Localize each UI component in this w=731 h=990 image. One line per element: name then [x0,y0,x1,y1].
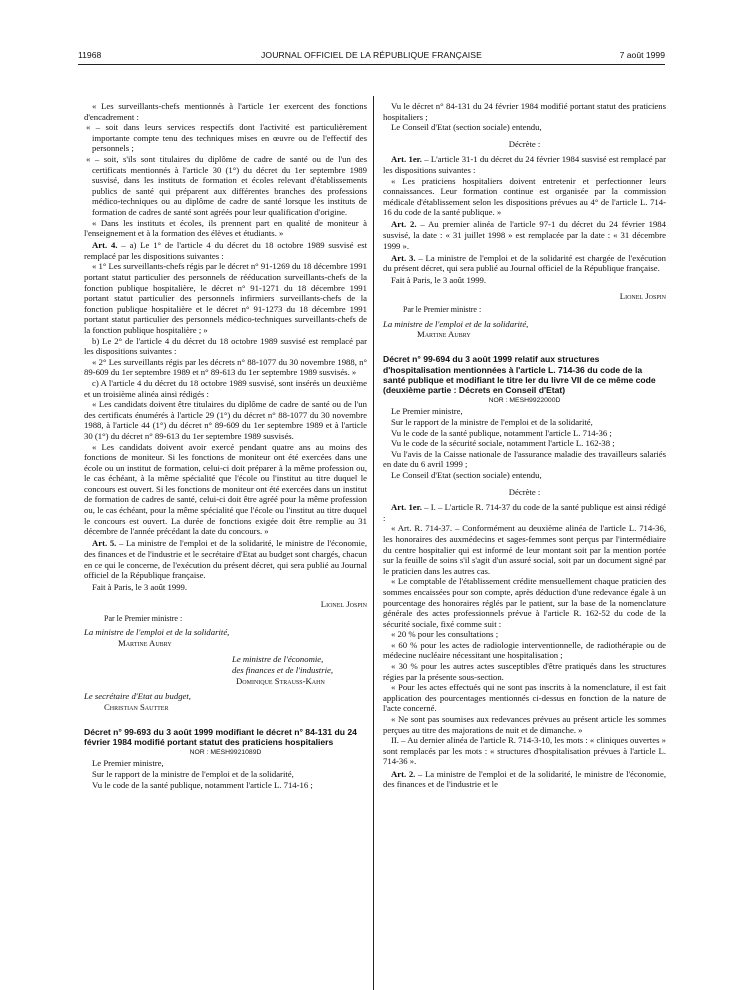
signatory-role: des finances et de l'industrie, [232,664,334,675]
signatory-role: La ministre de l'emploi et de la solidarité, [383,318,529,329]
signatures [84,599,367,713]
signatory-role: Par le Premier ministre : [403,304,482,314]
paragraph: II. – Au dernier alinéa de l'article R. 714-3-10, les mots : « cliniques ouvertes » sont remplacés par les mots : « structures d'hospitalisation prévues à l'article L. 714-36 ». [383,735,666,767]
nor-reference: NOR : MESH9922000D [488,396,561,404]
signatory-role: La ministre de l'emploi et de la solidarité, [84,627,230,638]
signatory-name: Martine Aubry [118,638,172,649]
paragraph: « 30 % pour les autres actes susceptibles d'être pratiqués dans les structures régies par la présente sous-section. [383,661,666,682]
paragraph: « – soit, s'ils sont titulaires du diplôme de cadre de santé ou de l'un des certificats mentionnés à l'article 30 (1°) du décret du 1er septembre 1989 susvisé, dans les instituts de formation et écoles relevant d'établissements publics de santé qui préparent aux différentes branches des professions médico-techniques ou au diplôme de cadre de santé lorsque les instituts de formation de cadres de santé sont agréés pour leur qualification d'origine. [86,153,367,217]
right-column [383,101,666,790]
column-divider [373,96,374,990]
paragraph: Vu le décret n° 84-131 du 24 février 1984 modifié portant statut des praticiens hospitaliers ; [383,101,666,122]
paragraph: « Les surveillants-chefs mentionnés à l'article 1er exercent des fonctions d'encadrement : [84,101,367,122]
paragraph: « 2° Les surveillants régis par les décrets n° 88-1077 du 30 novembre 1988, n° 89-609 du 1er septembre 1989 et n° 89-613 du 1er septembre 1989 susvisés. » [84,356,367,378]
paragraph: « 1° Les surveillants-chefs régis par le décret n° 91-1269 du 18 décembre 1991 portant statut particulier des personnels de rééducation surveillants-chefs de la fonction publique hospitalière, le décret n° 91-1271 du 18 décembre 1991 portant statut particulier des personnels infirmiers surveillants-chefs de la fonction publique hospitalière et le décret n° 91-1273 du 18 décembre 1991 portant statut particulier des personnels médico-techniques surveillants-chefs de la fonction publique hospitalière ; » [84,261,367,335]
issue-date: 7 août 1999 [619,50,665,60]
page-header [78,50,665,64]
paragraph: « Ne sont pas soumises aux redevances prévues au présent article les sommes perçues au titre des majorations de nuit et de dimanche. » [383,714,666,735]
journal-title: JOURNAL OFFICIEL DE LA RÉPUBLIQUE FRANÇAISE [261,50,482,60]
signatory-role: Le secrétaire d'Etat au budget, [84,691,191,702]
article-1 [383,154,666,175]
paragraph: Vu le code de la santé publique, notamment l'article L. 714-16 ; [92,779,313,790]
paragraph: Sur le rapport de la ministre de l'emploi et de la solidarité, [92,768,294,779]
paragraph: « Dans les instituts et écoles, ils prennent part en qualité de moniteur à l'enseignement et à la formation des élèves et étudiants. » [84,217,367,239]
paragraph: b) Le 2° de l'article 4 du décret du 18 octobre 1989 susvisé est remplacé par les dispositions suivantes : [84,335,367,357]
paragraph: Le Premier ministre, [391,406,463,417]
signatory-name: Dominique Strauss-Kahn [236,675,325,686]
article-text: – L'article 31-1 du décret du 24 février 1984 susvisé est remplacé par les dispositions suivantes : [383,154,666,175]
paragraph: « 20 % pour les consultations ; [391,629,499,640]
signatory-name: Martine Aubry [417,329,471,340]
article-label: Art. 2. [391,219,417,230]
signatory-name: Christian Sautter [104,702,169,713]
article-label: Art. 2. [391,768,416,779]
article-text: – Au premier alinéa de l'article 97-1 du décret du 24 février 1984 susvisé, la date : « 31 juillet 1998 » est remplacée par la date : « 31 décembre 1999 ». [383,219,666,251]
article-5 [84,538,367,580]
article-label: Art. 1er. [391,154,422,165]
article-label: Art. 1er. [391,502,422,513]
decrete-heading: Décrète : [508,486,541,497]
signing-place-date: Fait à Paris, le 3 août 1999. [391,275,487,286]
article-2 [383,769,666,790]
nor-reference: NOR : MESH9921089D [189,748,262,756]
paragraph: « Les candidats doivent avoir exercé pendant quatre ans au moins des fonctions de moniteur. Si les fonctions de moniteur ont été exercées dans une école ou un institut de formation, celui-ci doit préparer à la même profession ou, le cas échéant, à la même spécialité que l'école ou l'institut au titre duquel le concours est ouvert. Si les fonctions de moniteur ont été exercées dans un institut de formation de cadres de santé, celui-ci doit être agréé pour la même profession ou, le cas échéant, pour la même spécialité que l'école ou l'institut au titre duquel le concours est ouvert. La durée de fonctions exigée doit être remplie au 31 décembre de l'année précédant la date du concours. » [84,441,367,537]
decrete-heading: Décrète : [508,138,541,149]
paragraph: Le Premier ministre, [92,758,164,769]
signatures [383,291,666,340]
article-label: Art. 5. [92,538,117,549]
left-column [84,101,367,790]
article-text: – I. – L'article R. 714-37 du code de la santé publique est ainsi rédigé : [383,502,666,523]
paragraph: c) A l'article 4 du décret du 18 octobre 1989 susvisé, sont insérés un deuxième et un troisième alinéa ainsi rédigés : [84,377,367,399]
paragraph: « Art. R. 714-37. – Conformément au deuxième alinéa de l'article L. 714-36, les honoraires des auxmédecins et sages-femmes sont perçus par l'intermédiaire du centre hospitalier qui est informé de leur montant soit par la mention portée sur la feuille de soins s'il s'agit d'un assuré social, soit par un document signé par le praticien dans les autres cas. [383,523,666,576]
article-3 [383,253,666,274]
article-label: Art. 3. [391,252,416,263]
paragraph: « Le comptable de l'établissement crédite mensuellement chaque praticien des sommes encaissées pour son compte, après déduction d'une redevance égale à un pourcentage des honoraires réglés par le patient, sur la base de la nomenclature générale des actes professionnels prévue à l'article R. 162-52 du code de la sécurité sociale, fixé comme suit : [383,576,666,629]
signatory-role: Par le Premier ministre : [104,613,183,623]
article-text: – La ministre de l'emploi et de la solidarité est chargée de l'exécution du présent décret, qui sera publié au Journal officiel de la République française. [383,252,666,274]
article-label: Art. 4. [92,240,118,251]
article-4 [84,240,367,261]
paragraph: « Les candidats doivent être titulaires du diplôme de cadre de santé ou de l'un des certificats énumérés à l'article 29 (1°) du décret n° 88-1077 du 30 novembre 1988, à l'article 44 (1°) du décret n° 89-609 du 1er septembre 1989 et à l'article 30 (1°) du décret n° 89-613 du 1er septembre 1989 susvisés. [84,399,367,441]
signatory-role: Le ministre de l'économie, [232,654,324,664]
paragraph: « Les praticiens hospitaliers doivent entretenir et perfectionner leurs connaissances. Leur formation continue est organisée par la commission médicale d'établissement selon les dispositions prévues au 4° de l'article L. 714-16 du code de la santé publique. » [383,175,666,218]
decree-title: Décret n° 99-693 du 3 août 1999 modifiant le décret n° 84-131 du 24 février 1984 modifié portant statut des praticiens hospitaliers [84,726,357,748]
article-text: – a) Le 1° de l'article 4 du décret du 18 octobre 1989 susvisé est remplacé par les dispositions suivantes : [84,240,367,261]
paragraph: Le Conseil d'Etat (section sociale) entendu, [391,469,542,480]
signatory-name: Lionel Jospin [619,291,666,301]
signatory-name: Lionel Jospin [320,598,367,609]
page-number: 11968 [78,50,102,60]
paragraph: « 60 % pour les actes de radiologie interventionnelle, de radiothérapie ou de médecine nucléaire nécessitant une hospitalisation ; [383,639,666,661]
paragraph: Le Conseil d'Etat (section sociale) entendu, [391,122,542,133]
paragraph: Vu le code de la santé publique, notamment l'article L. 714-36 ; [391,427,612,438]
article-2 [383,219,666,251]
article-text: – La ministre de l'emploi et de la solidarité, le ministre de l'économie, des finances et de l'industrie et le secrétaire d'Etat au budget sont chargés, chacun en ce qui le concerne, de l'exécution du présent décret, qui sera publié au Journal officiel de la République française. [84,538,368,581]
paragraph: « Pour les actes effectués qui ne sont pas inscrits à la nomenclature, il est fait application des pourcentages mentionnés ci-dessus en fonction de la nature de l'acte concerné. [383,682,666,714]
signing-place-date: Fait à Paris, le 3 août 1999. [92,582,188,593]
paragraph: « – soit dans leurs services respectifs dont l'activité est particulièrement importante compte tenu des techniques mises en œuvre ou de l'effectif des personnels ; [86,122,367,154]
header-rule [78,64,665,65]
paragraph: Vu le code de la sécurité sociale, notamment l'article L. 162-38 ; [391,438,615,449]
paragraph: Vu l'avis de la Caisse nationale de l'assurance maladie des travailleurs salariés en date du 6 avril 1999 ; [383,448,666,470]
article-text: – La ministre de l'emploi et de la solidarité, le ministre de l'économie, des finances et de l'industrie et le [383,768,667,790]
paragraph: Sur le rapport de la ministre de l'emploi et de la solidarité, [391,417,593,427]
article-1 [383,502,666,523]
decree-title: Décret n° 99-694 du 3 août 1999 relatif aux structures d'hospitalisation mentionnées à l'article L. 714-36 du code de la santé publique et modifiant le titre Ier du livre VII de ce même code (deuxième partie : Décrets en Conseil d'Etat) [383,354,656,396]
